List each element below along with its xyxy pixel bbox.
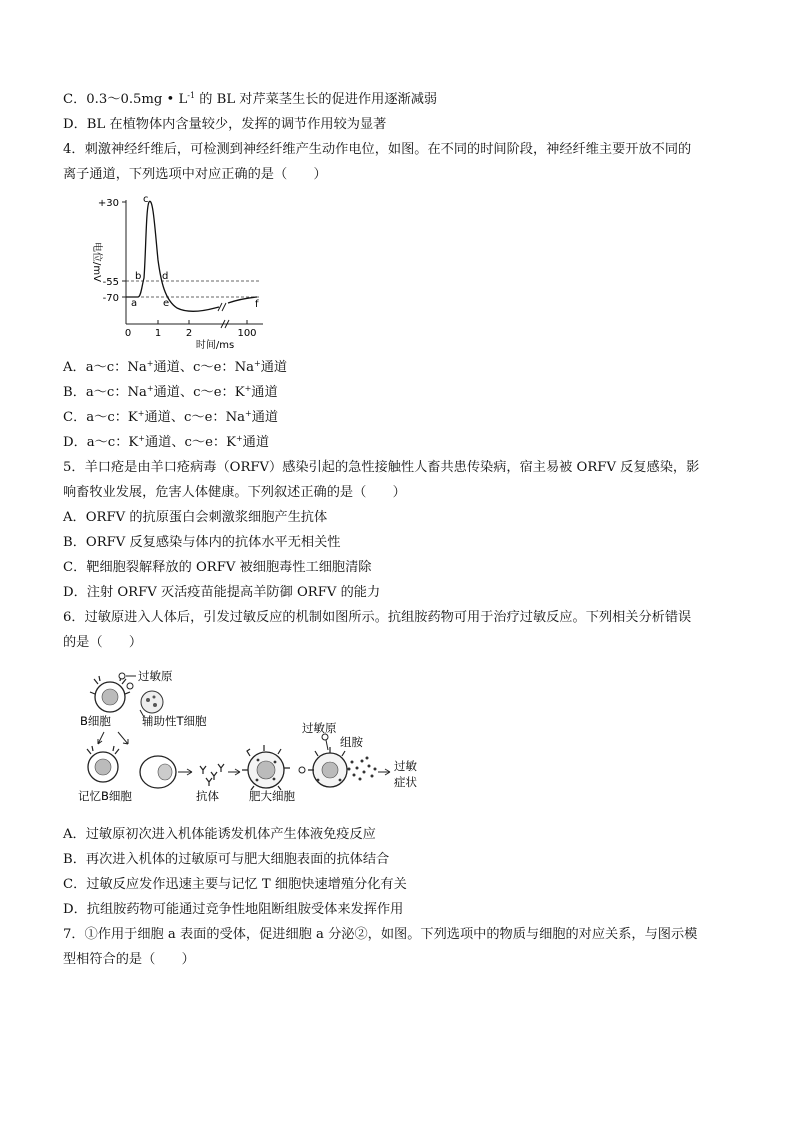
b-cell bbox=[90, 676, 130, 712]
label-allergen-top: 过敏原 bbox=[138, 669, 173, 683]
x-axis-label: 时间/ms bbox=[195, 340, 235, 350]
q5-option-d: D．注射 ORFV 灭活疫苗能提高羊防御 ORFV 的能力 bbox=[63, 585, 381, 600]
label-allergen-right: 过敏原 bbox=[302, 721, 337, 735]
label-b-cell: B细胞 bbox=[80, 714, 111, 728]
action-potential-recovery bbox=[228, 297, 257, 303]
allergy-mechanism-diagram bbox=[78, 662, 438, 817]
x-tick-0: 0 bbox=[124, 328, 132, 339]
q3-option-c: C．0.3～0.5mg • $L^{-1}$ 的 BL 对芹菜茎生长的促进作用逐渐减弱 bbox=[63, 91, 438, 107]
label-symptom-line2: 症状 bbox=[394, 775, 417, 789]
y-axis-label: 电位/mV bbox=[91, 242, 102, 282]
q7-stem-line2: 型相符合的是（ ） bbox=[63, 952, 195, 967]
y-tick-minus55: -55 bbox=[102, 277, 119, 288]
label-helper-t-cell: 辅助性T细胞 bbox=[142, 714, 207, 728]
q6-option-d: D．抗组胺药物可能通过竞争性地阻断组胺受体来发挥作用 bbox=[63, 902, 404, 917]
q3-option-d: D．BL 在植物体内含量较少，发挥的调节作用较为显著 bbox=[63, 117, 387, 132]
q4-stem-line1: 4．刺激神经纤维后，可检测到神经纤维产生动作电位，如图。在不同的时间阶段，神经纤维主要开放不同的 bbox=[63, 142, 692, 157]
q6-stem-line2: 的是（ ） bbox=[63, 635, 143, 650]
y-tick-minus70: -70 bbox=[102, 293, 119, 304]
point-e: e bbox=[163, 298, 170, 309]
point-b: b bbox=[135, 271, 142, 282]
x-tick-2: 2 bbox=[185, 328, 193, 339]
q4-stem-line2: 离子通道，下列选项中对应正确的是（ ） bbox=[63, 167, 327, 182]
action-potential-curve bbox=[126, 201, 219, 311]
memory-b-cell bbox=[87, 746, 119, 782]
q5-stem-line1: 5．羊口疮是由羊口疮病毒（ORFV）感染引起的急性接触性人畜共患传染病，宿主易被 ORFV 反复感染，影 bbox=[63, 460, 700, 475]
q6-stem-line1: 6．过敏原进入人体后，引发过敏反应的机制如图所示。抗组胺药物可用于治疗过敏反应。下列相关分析错误 bbox=[63, 610, 692, 625]
q4-option-d: D．a～c：K+通道、c～e：K+通道 bbox=[63, 434, 270, 450]
q5-option-a: A．ORFV 的抗原蛋白会刺激浆细胞产生抗体 bbox=[63, 510, 328, 525]
label-mast-cell: 肥大细胞 bbox=[249, 789, 295, 803]
histamine-granules bbox=[348, 757, 377, 781]
q4-option-a: A．a～c：Na+通道、c～e：Na+通道 bbox=[63, 359, 288, 375]
antibody-icons bbox=[200, 764, 224, 786]
label-symptom-line1: 过敏 bbox=[394, 759, 417, 773]
q7-stem-line1: 7．①作用于细胞 a 表面的受体，促进细胞 a 分泌②，如图。下列选项中的物质与细胞的对应关系，与图示模 bbox=[63, 927, 698, 942]
q5-stem-line2: 响畜牧业发展，危害人体健康。下列叙述正确的是（ ） bbox=[63, 485, 406, 500]
label-antibody: 抗体 bbox=[196, 789, 219, 803]
point-a: a bbox=[131, 298, 138, 309]
q4-option-c: C．a～c：K+通道、c～e：Na+通道 bbox=[63, 409, 279, 425]
plasma-cell bbox=[140, 756, 176, 788]
action-potential-graph bbox=[85, 190, 270, 350]
mast-cell bbox=[242, 745, 290, 790]
q6-option-c: C．过敏反应发作迅速主要与记忆 T 细胞快速增殖分化有关 bbox=[63, 877, 407, 892]
q5-option-c: C．靶细胞裂解释放的 ORFV 被细胞毒性工细胞清除 bbox=[63, 560, 372, 575]
y-tick-plus30: +30 bbox=[97, 198, 119, 209]
q4-option-b: B．a～c：Na+通道、c～e：K+通道 bbox=[63, 384, 278, 400]
label-histamine: 组胺 bbox=[340, 735, 363, 749]
degranulating-mast-cell bbox=[308, 747, 347, 787]
helper-t-cell bbox=[141, 691, 163, 713]
point-f: f bbox=[255, 299, 259, 310]
q6-option-b: B．再次进入机体的过敏原可与肥大细胞表面的抗体结合 bbox=[63, 852, 390, 867]
point-d: d bbox=[162, 271, 169, 282]
x-tick-100: 100 bbox=[237, 328, 257, 339]
label-memory-b-cell: 记忆B细胞 bbox=[78, 789, 132, 803]
q6-option-a: A．过敏原初次进入机体能诱发机体产生体液免疫反应 bbox=[63, 827, 376, 842]
x-tick-1: 1 bbox=[154, 328, 162, 339]
q5-option-b: B．ORFV 反复感染与体内的抗体水平无相关性 bbox=[63, 535, 341, 550]
point-c-peak: c bbox=[143, 194, 149, 205]
allergen-small-icon bbox=[299, 767, 305, 773]
